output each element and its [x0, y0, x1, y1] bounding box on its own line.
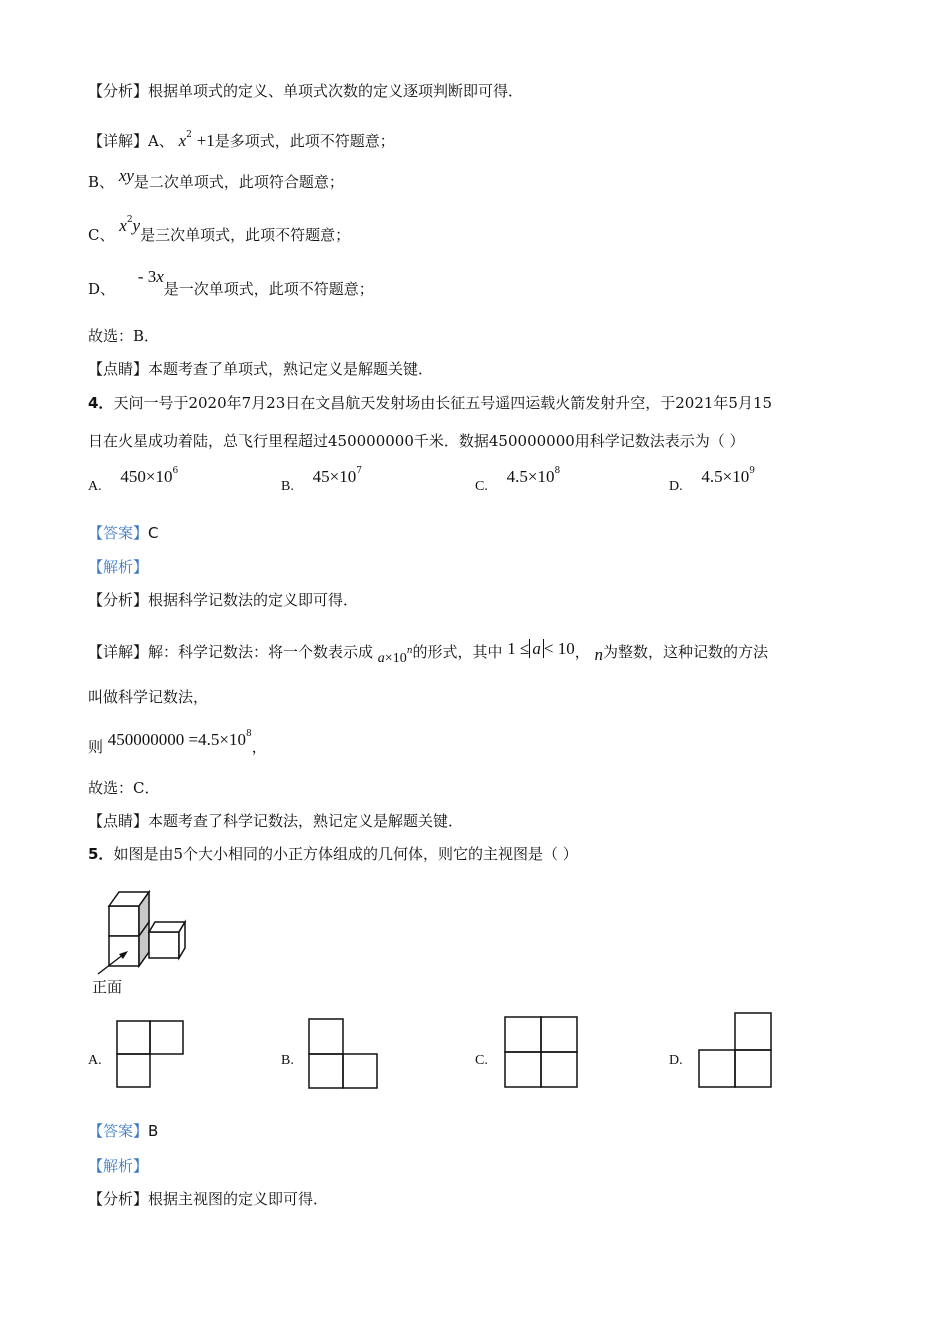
q5-answer-value: B — [148, 1122, 159, 1140]
q3-c-math-y: y — [132, 216, 141, 235]
q5-c-square-tr — [541, 1017, 577, 1052]
q4-analysis-text: 【分析】根据科学记数法的定义即可得． — [88, 591, 359, 609]
q3-summary-text: 【点睛】本题考查了单项式，熟记定义是解题关键． — [88, 360, 434, 378]
q4-form-times: ×10 — [384, 651, 407, 666]
q5-b-square-bl — [309, 1054, 343, 1088]
q5-jiexi-tag: 【解析】 — [88, 1157, 149, 1175]
q4-summary-text: 【点睛】本题考查了科学记数法，熟记定义是解题关键． — [88, 812, 464, 830]
q5-figure-label — [92, 976, 122, 998]
q4-option-b-base: 45×10 — [312, 467, 357, 486]
q4-option-c[interactable] — [475, 466, 561, 494]
q5-d-square-br — [735, 1050, 771, 1087]
q4-n-var: n — [594, 645, 604, 664]
q5-option-d-label: D. — [669, 1053, 683, 1068]
right-cube-front — [149, 932, 179, 958]
q4-analysis — [88, 589, 358, 611]
q3-b-math: xy — [118, 166, 134, 185]
q4-ze: 则 — [88, 738, 104, 756]
q3-d-text: 是一次单项式，此项不符题意； — [163, 280, 374, 298]
q4-comma: ， — [574, 643, 590, 661]
q4-option-d-base: 4.5×10 — [701, 467, 750, 486]
q5-stem-text: 如图是由5个大小相同的小正方体组成的几何体，则它的主视图是（ ） — [113, 845, 578, 863]
q3-analysis-text: 【分析】根据单项式的定义、单项式次数的定义逐项判断即可得． — [88, 82, 524, 100]
q4-option-a-base: 450×10 — [120, 467, 173, 486]
q4-detail-c: 为整数，这种记数的方法 — [603, 643, 769, 661]
q3-choice-text: 故选：B． — [88, 327, 160, 345]
q5-option-c-label: C. — [475, 1053, 488, 1068]
q4-summary — [88, 810, 463, 832]
q4-eq-left: 450000000 =4.5×10 — [107, 730, 246, 749]
q5-option-c[interactable] — [475, 1050, 488, 1069]
q4-option-d[interactable] — [669, 466, 755, 494]
q4-eq-exp: 8 — [245, 729, 252, 739]
q4-ineq-left: 1 ≤ — [507, 639, 530, 658]
q4-answer-tag: 【答案】 — [88, 524, 149, 542]
q5-option-b[interactable] — [281, 1050, 294, 1069]
q3-a-plus-one: +1 — [196, 131, 215, 150]
q4-option-a-label: A. — [88, 479, 102, 494]
q4-option-b-exp: 7 — [356, 466, 362, 476]
q3-a-math-x: x — [178, 131, 187, 150]
q4-option-c-label: C. — [475, 479, 488, 494]
q3-a-sup: 2 — [186, 130, 192, 140]
q4-answer-value: C — [148, 524, 159, 542]
q4-jiexi — [88, 556, 148, 578]
q5-jiexi — [88, 1155, 148, 1177]
q5-a-square-bl — [117, 1054, 150, 1087]
q3-summary — [88, 358, 433, 380]
q5-option-d-figure[interactable] — [698, 1012, 774, 1090]
q5-answer-tag: 【答案】 — [88, 1122, 149, 1140]
q4-equation — [88, 730, 267, 758]
q3-detail-prefix: 【详解】A、 — [88, 132, 174, 150]
q4-stem-line1 — [88, 392, 772, 414]
q5-option-a-figure[interactable] — [116, 1020, 186, 1090]
q3-c-text: 是三次单项式，此项不符题意； — [140, 226, 351, 244]
q4-option-c-exp: 8 — [554, 466, 561, 476]
q3-c-sup: 2 — [126, 215, 133, 225]
q5-figure-label-text: 正面 — [92, 978, 123, 996]
q5-answer — [88, 1120, 158, 1142]
q4-option-d-exp: 9 — [749, 466, 755, 476]
q4-option-a-exp: 6 — [172, 466, 179, 476]
q4-answer — [88, 522, 159, 544]
q4-eq-end: ， — [251, 738, 267, 756]
q5-d-square-tr — [735, 1013, 771, 1050]
q4-ineq-right: < 10 — [543, 639, 575, 658]
q4-choice — [88, 777, 159, 799]
q3-analysis — [88, 80, 523, 102]
q3-d-prefix: D、 — [88, 280, 116, 298]
q5-c-square-bl — [505, 1052, 541, 1087]
q3-b-prefix: B、 — [88, 173, 115, 191]
q3-c-math-x: x — [119, 216, 127, 235]
q5-option-b-label: B. — [281, 1053, 294, 1068]
q4-stem-text1: 天问一号于2020年7月23日在文昌航天发射场由长征五号遥四运载火箭发射升空，于2021年5月15 — [113, 394, 773, 412]
q3-c-prefix: C、 — [88, 226, 115, 244]
q4-option-a[interactable] — [88, 466, 179, 494]
q4-ineq-abs-a: a — [529, 639, 544, 658]
top-cube-front — [109, 906, 139, 936]
q5-c-square-br — [541, 1052, 577, 1087]
q5-a-square-tl — [117, 1021, 150, 1054]
q4-jiexi-tag: 【解析】 — [88, 558, 149, 576]
q5-b-square-tl — [309, 1019, 343, 1054]
q4-stem-line2 — [88, 430, 745, 452]
q3-choice — [88, 325, 159, 347]
q3-detail-b — [88, 166, 344, 193]
q5-b-square-br — [343, 1054, 377, 1088]
q4-form-n: n — [406, 646, 413, 656]
q5-analysis — [88, 1188, 328, 1210]
q5-c-square-tl — [505, 1017, 541, 1052]
q5-option-a-label: A. — [88, 1053, 102, 1068]
q4-detail-b: 的形式，其中 — [412, 643, 503, 661]
q4-detail-line2 — [88, 686, 208, 708]
q4-detail-line1 — [88, 635, 768, 665]
q5-d-square-bl — [699, 1050, 735, 1087]
q3-a-text: 是多项式，此项不符题意； — [214, 132, 395, 150]
q5-option-d[interactable] — [669, 1050, 683, 1069]
q4-option-d-label: D. — [669, 479, 683, 494]
q5-stem — [88, 843, 578, 865]
q3-d-math-x: x — [156, 267, 164, 286]
q4-form-a: a — [377, 651, 385, 666]
q5-a-square-tr — [150, 1021, 183, 1054]
q5-number: 5． — [88, 845, 114, 863]
q4-option-b-label: B. — [281, 479, 294, 494]
q4-option-b[interactable] — [281, 466, 362, 494]
q4-choice-text: 故选：C． — [88, 779, 160, 797]
q4-detail-line2-text: 叫做科学记数法， — [88, 688, 209, 706]
q3-b-text: 是二次单项式，此项符合题意； — [133, 173, 344, 191]
q5-option-b-figure[interactable] — [308, 1018, 380, 1090]
q5-analysis-text: 【分析】根据主视图的定义即可得． — [88, 1190, 329, 1208]
q3-detail-c — [88, 215, 351, 246]
q4-detail-a: 【详解】解：科学记数法：将一个数表示成 — [88, 643, 374, 661]
q4-stem-text2: 日在火星成功着陆，总飞行里程超过450000000千米．数据450000000用科学记数法表示为（ ） — [88, 432, 745, 450]
q3-d-minus-three: - 3 — [137, 267, 157, 286]
q3-detail-a — [88, 124, 395, 152]
q5-option-a[interactable] — [88, 1050, 102, 1069]
q5-option-c-figure[interactable] — [504, 1016, 580, 1090]
q4-number: 4． — [88, 394, 114, 412]
q4-option-c-base: 4.5×10 — [506, 467, 555, 486]
q3-detail-d — [88, 267, 374, 300]
